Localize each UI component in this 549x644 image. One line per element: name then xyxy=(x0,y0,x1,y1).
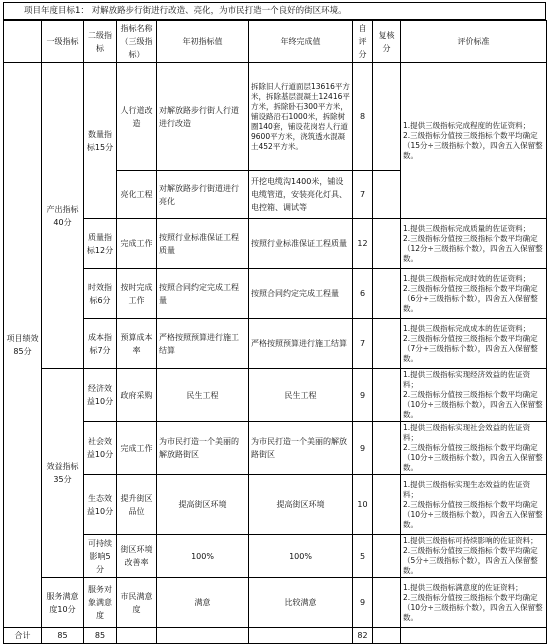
third-index: 政府采购 xyxy=(117,369,157,422)
criteria: 1.提供三级指标完成成本的佐证资料； 2.三级指标分值按三级指标个数平均确定（7分÷三级指标个数），四舍五入保留整数。 xyxy=(401,319,547,369)
second-index: 可持续影响5分 xyxy=(84,535,117,578)
third-index: 亮化工程 xyxy=(117,171,157,219)
table-row xyxy=(4,269,547,319)
header-first-index: 一级指标 xyxy=(42,21,84,63)
totals-criteria xyxy=(401,628,547,644)
review-score xyxy=(373,319,401,369)
self-score: 12 xyxy=(353,219,373,269)
self-score: 9 xyxy=(353,369,373,422)
self-score: 7 xyxy=(353,171,373,219)
final-value: 按照合同约定完成工程量 xyxy=(249,269,353,319)
table-row xyxy=(4,63,547,171)
output-label: 产出指标40分 xyxy=(42,63,84,369)
self-score: 9 xyxy=(353,422,373,475)
header-third-index: 指标名称（三级指标） xyxy=(117,21,157,63)
third-index: 完成工作 xyxy=(117,422,157,475)
third-index: 按时完成工作 xyxy=(117,269,157,319)
service-label: 服务满意度10分 xyxy=(42,578,84,628)
totals-label: 合计 xyxy=(4,628,42,644)
second-index: 社会效益10分 xyxy=(84,422,117,475)
self-score: 7 xyxy=(353,319,373,369)
initial-value: 民生工程 xyxy=(157,369,249,422)
criteria: 1.提供三级指标实现社会效益的佐证资料； 2.三级指标分值按三级指标个数平均确定（10分÷三级指标个数），四舍五入保留整数。 xyxy=(401,422,547,475)
table-row xyxy=(4,535,547,578)
third-index: 街区环境改善率 xyxy=(117,535,157,578)
benefit-label: 效益指标35分 xyxy=(42,369,84,578)
header-row xyxy=(4,21,547,63)
initial-value: 100% xyxy=(157,535,249,578)
criteria: 1.提供三级指标实现生态效益的佐证资料； 2.三级指标分值按三级指标个数平均确定（10分÷三级指标个数），四舍五入保留整数。 xyxy=(401,475,547,535)
final-value: 按照行业标准保证工程质量 xyxy=(249,219,353,269)
third-index: 市民满意度 xyxy=(117,578,157,628)
criteria: 1.提供三级指标完成质量的佐证资料； 2.三级指标分值按三级指标个数平均确定（12分÷三级指标个数），四舍五入保留整数。 xyxy=(401,219,547,269)
final-value: 拆除旧人行道面层13616平方米，拆除基层混凝土12416平方米，拆除卧石300平方米，铺设路沿石1000米，拆除树圈140套，铺设花岗岩人行道9600平方米，浇筑透水混凝土452平方米。 xyxy=(249,63,353,171)
initial-value: 按照行业标准保证工程质量 xyxy=(157,219,249,269)
initial-value: 对解放路步行街人行道进行改造 xyxy=(157,63,249,171)
final-value: 开挖电缆沟1400米，铺设电缆管道，安装亮化灯具、电控箱、调试等 xyxy=(249,171,353,219)
criteria: 1.提供三级指标实现经济效益的佐证资料； 2.三级指标分值按三级指标个数平均确定（10分÷三级指标个数），四舍五入保留整数。 xyxy=(401,369,547,422)
self-score: 10 xyxy=(353,475,373,535)
table-row xyxy=(4,578,547,628)
final-value: 民生工程 xyxy=(249,369,353,422)
header-second-index: 二级指标 xyxy=(84,21,117,63)
second-index: 服务对象满意度 xyxy=(84,578,117,628)
table-row xyxy=(4,422,547,475)
final-value: 严格按照预算进行施工结算 xyxy=(249,319,353,369)
third-index: 人行道改造 xyxy=(117,63,157,171)
header-review-score: 复核分 xyxy=(373,21,401,63)
totals-score: 82 xyxy=(353,628,373,644)
second-index: 成本指标7分 xyxy=(84,319,117,369)
criteria: 1.提供三级指标完成时效的佐证资料； 2.三级指标分值按三级指标个数平均确定（6分÷三级指标个数），四舍五入保留整数。 xyxy=(401,269,547,319)
header-final: 年终完成值 xyxy=(249,21,353,63)
final-value: 比较满意 xyxy=(249,578,353,628)
review-score xyxy=(373,63,401,171)
table-row xyxy=(4,219,547,269)
review-score xyxy=(373,535,401,578)
table-row xyxy=(4,369,547,422)
review-score xyxy=(373,578,401,628)
initial-value: 对解放路步行街道进行亮化 xyxy=(157,171,249,219)
project-label: 项目绩效85分 xyxy=(4,63,42,628)
goal-line: 项目年度目标1： 对解放路步行街进行改造、亮化，为市民打造一个良好的街区环境。 xyxy=(3,2,546,20)
self-score: 6 xyxy=(353,269,373,319)
second-index: 时效指标6分 xyxy=(84,269,117,319)
third-index: 提升街区品位 xyxy=(117,475,157,535)
review-score xyxy=(373,475,401,535)
initial-value: 严格按照预算进行施工结算 xyxy=(157,319,249,369)
criteria: 1.提供三级指标完成程度的佐证资料； 2.三级指标分值按三级指标个数平均确定（15分÷三级指标个数），四舍五入保留整数。 xyxy=(401,63,547,219)
second-index: 经济效益10分 xyxy=(84,369,117,422)
self-score: 5 xyxy=(353,535,373,578)
performance-table xyxy=(3,20,547,644)
totals-row xyxy=(4,628,547,644)
review-score xyxy=(373,219,401,269)
review-score xyxy=(373,269,401,319)
self-score: 9 xyxy=(353,578,373,628)
initial-value: 满意 xyxy=(157,578,249,628)
header-initial: 年初指标值 xyxy=(157,21,249,63)
review-score xyxy=(373,369,401,422)
review-score xyxy=(373,171,401,219)
second-index: 生态效益10分 xyxy=(84,475,117,535)
criteria: 1.提供三级指标可持续影响的佐证资料； 2.三级指标分值按三级指标个数平均确定（5分÷三级指标个数），四舍五入保留整数。 xyxy=(401,535,547,578)
final-value: 为市民打造一个美丽的解放路街区 xyxy=(249,422,353,475)
table-row xyxy=(4,319,547,369)
review-score xyxy=(373,422,401,475)
self-score: 8 xyxy=(353,63,373,171)
totals-initial xyxy=(157,628,249,644)
header-criteria: 评价标准 xyxy=(401,21,547,63)
initial-value: 为市民打造一个美丽的解放路街区 xyxy=(157,422,249,475)
initial-value: 按照合同约定完成工程量 xyxy=(157,269,249,319)
totals-second: 85 xyxy=(84,628,117,644)
table-row xyxy=(4,475,547,535)
final-value: 100% xyxy=(249,535,353,578)
third-index: 完成工作 xyxy=(117,219,157,269)
third-index: 预算成本率 xyxy=(117,319,157,369)
initial-value: 提高街区环境 xyxy=(157,475,249,535)
totals-final xyxy=(249,628,353,644)
final-value: 提高街区环境 xyxy=(249,475,353,535)
header-self-score: 自评分 xyxy=(353,21,373,63)
quantity-label: 数量指标15分 xyxy=(84,63,117,219)
criteria: 1.提供三级指标满意度的佐证资料； 2.三级指标分值按三级指标个数平均确定（10分÷三级指标个数），四舍五入保留整数。 xyxy=(401,578,547,628)
second-index: 质量指标12分 xyxy=(84,219,117,269)
totals-review xyxy=(373,628,401,644)
totals-third xyxy=(117,628,157,644)
totals-first: 85 xyxy=(42,628,84,644)
